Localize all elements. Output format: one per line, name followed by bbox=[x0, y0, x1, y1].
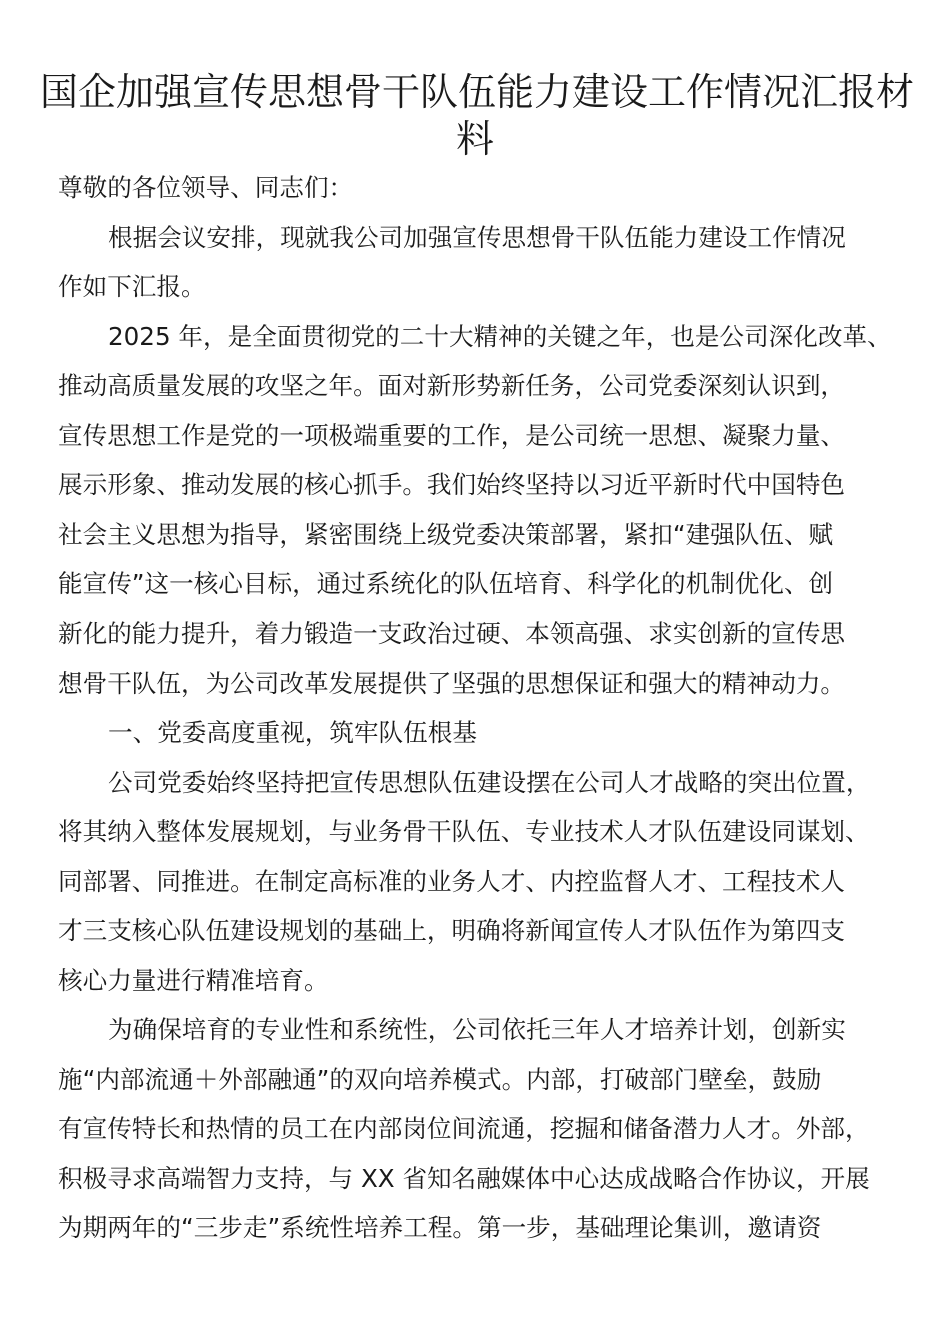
paragraph-2-line-8: 想骨干队伍，为公司改革发展提供了坚强的思想保证和强大的精神动力。 bbox=[58, 669, 846, 698]
paragraph-4-line-2: 施“内部流通＋外部融通”的双向培养模式。内部，打破部门壁垒，鼓励 bbox=[58, 1065, 822, 1094]
paragraph-4-line-1: 为确保培育的专业性和系统性，公司依托三年人才培养计划，创新实 bbox=[108, 1015, 846, 1044]
paragraph-2-line-1: 2025 年，是全面贯彻党的二十大精神的关键之年，也是公司深化改革、 bbox=[108, 322, 892, 351]
paragraph-3-line-4: 才三支核心队伍建设规划的基础上，明确将新闻宣传人才队伍作为第四支 bbox=[58, 916, 846, 945]
paragraph-3-line-3: 同部署、同推进。在制定高标准的业务人才、内控监督人才、工程技术人 bbox=[58, 867, 846, 896]
paragraph-4-line-4: 积极寻求高端智力支持，与 XX 省知名融媒体中心达成战略合作协议，开展 bbox=[58, 1164, 870, 1193]
paragraph-2-line-5: 社会主义思想为指导，紧密围绕上级党委决策部署，紧扣“建强队伍、赋 bbox=[58, 520, 834, 549]
paragraph-4-line-5: 为期两年的“三步走”系统性培养工程。第一步，基础理论集训，邀请资 bbox=[58, 1213, 822, 1242]
paragraph-1-line-1: 根据会议安排，现就我公司加强宣传思想骨干队伍能力建设工作情况 bbox=[108, 223, 846, 252]
paragraph-2-line-7: 新化的能力提升，着力锻造一支政治过硬、本领高强、求实创新的宣传思 bbox=[58, 619, 846, 648]
paragraph-3-line-1: 公司党委始终坚持把宣传思想队伍建设摆在公司人才战略的突出位置， bbox=[108, 768, 871, 797]
paragraph-2-line-4: 展示形象、推动发展的核心抓手。我们始终坚持以习近平新时代中国特色 bbox=[58, 470, 846, 499]
paragraph-3-line-2: 将其纳入整体发展规划，与业务骨干队伍、专业技术人才队伍建设同谋划、 bbox=[58, 817, 870, 846]
paragraph-4-line-3: 有宣传特长和热情的员工在内部岗位间流通，挖掘和储备潜力人才。外部， bbox=[58, 1114, 870, 1143]
document-title-line-2: 料 bbox=[455, 117, 494, 161]
salutation: 尊敬的各位领导、同志们： bbox=[58, 173, 354, 202]
paragraph-2-line-6: 能宣传”这一核心目标，通过系统化的队伍培育、科学化的机制优化、创 bbox=[58, 569, 834, 598]
section-heading-1: 一、党委高度重视，筑牢队伍根基 bbox=[108, 718, 477, 747]
document-title-line-1: 国企加强宣传思想骨干队伍能力建设工作情况汇报材 bbox=[40, 70, 915, 114]
paragraph-2-line-2: 推动高质量发展的攻坚之年。面对新形势新任务，公司党委深刻认识到， bbox=[58, 371, 846, 400]
paragraph-3-line-5: 核心力量进行精准培育。 bbox=[58, 966, 329, 995]
paragraph-1-line-2: 作如下汇报。 bbox=[58, 272, 206, 301]
paragraph-2-line-3: 宣传思想工作是党的一项极端重要的工作，是公司统一思想、凝聚力量、 bbox=[58, 421, 846, 450]
